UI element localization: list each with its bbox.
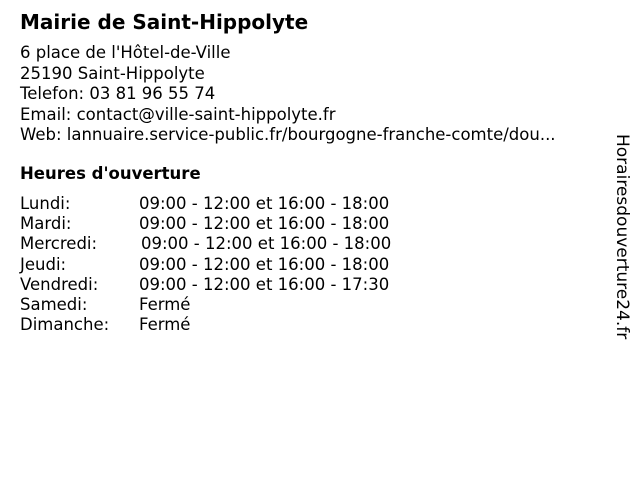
time-value: Fermé <box>139 294 191 314</box>
day-label: Lundi: <box>20 194 71 213</box>
site-watermark: Horairesdouverture24.fr <box>612 134 632 340</box>
phone-number: Telefon: 03 81 96 55 74 <box>20 84 216 103</box>
time-value: 09:00 - 12:00 et 16:00 - 18:00 <box>141 234 392 254</box>
time-value: Fermé <box>139 315 191 335</box>
hours-row-mardi <box>20 214 440 234</box>
hours-row-dimanche <box>20 315 440 335</box>
contact-info <box>20 43 556 146</box>
day-label: Mercredi: <box>20 234 98 254</box>
address-line-1: 6 place de l'Hôtel-de-Ville <box>20 43 231 62</box>
day-label: Jeudi: <box>20 254 67 274</box>
hours-row-lundi <box>20 194 440 214</box>
page-title: Mairie de Saint-Hippolyte <box>20 10 309 34</box>
day-label: Samedi: <box>20 294 88 314</box>
time-value: 09:00 - 12:00 et 16:00 - 17:30 <box>139 274 390 294</box>
hours-heading: Heures d'ouverture <box>20 164 201 183</box>
email-address: Email: contact@ville-saint-hippolyte.fr <box>20 104 336 124</box>
hours-row-jeudi <box>20 255 440 275</box>
hours-table <box>20 194 440 335</box>
time-value: 09:00 - 12:00 et 16:00 - 18:00 <box>139 214 390 234</box>
time-value: 09:00 - 12:00 et 16:00 - 18:00 <box>139 254 390 274</box>
day-label: Vendredi: <box>20 274 99 294</box>
time-value: 09:00 - 12:00 et 16:00 - 18:00 <box>139 194 390 213</box>
hours-row-mercredi <box>20 234 440 254</box>
hours-row-samedi <box>20 295 440 315</box>
day-label: Mardi: <box>20 214 72 234</box>
website-url: Web: lannuaire.service-public.fr/bourgogne-franche-comte/dou... <box>20 125 556 144</box>
day-label: Dimanche: <box>20 315 110 335</box>
address-line-2: 25190 Saint-Hippolyte <box>20 63 205 83</box>
hours-row-vendredi <box>20 275 440 295</box>
